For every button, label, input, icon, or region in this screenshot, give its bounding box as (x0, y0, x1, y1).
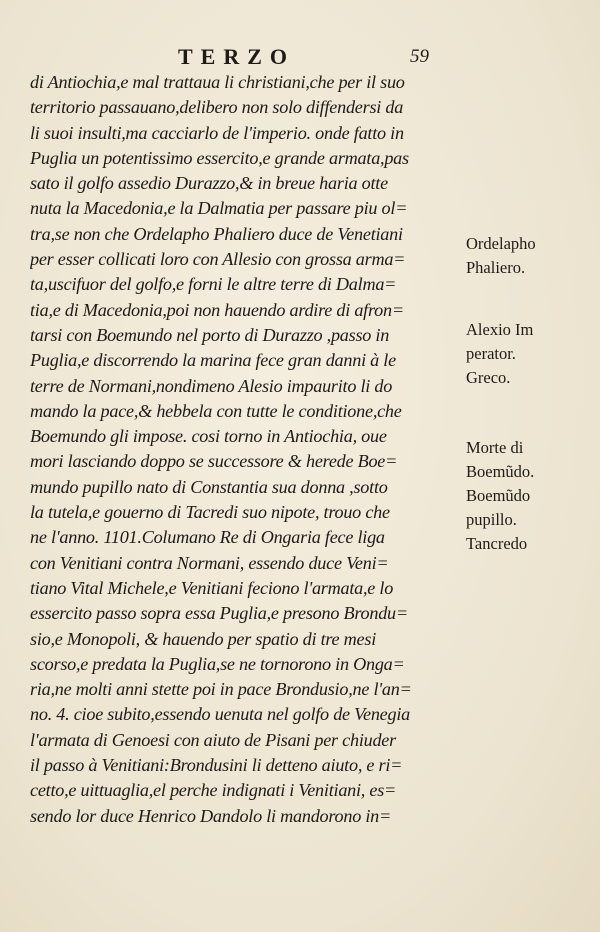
text-line: ta,uscifuor del golfo,e forni le altre terre di Dalma= (30, 274, 397, 295)
margin-note-line: Ordelapho (466, 234, 536, 253)
text-line: per esser collicati loro con Allesio con grossa arma= (30, 249, 406, 270)
text-line: no. 4. cioe subito,essendo uenuta nel golfo de Venegia (30, 704, 410, 725)
text-line: Puglia un potentissimo essercito,e grande armata,pas (30, 147, 409, 168)
margin-note-line: Boemũdo (466, 486, 531, 505)
text-line: tarsi con Boemundo nel porto di Durazzo ,passo in (30, 324, 390, 345)
margin-note (466, 532, 527, 556)
margin-note (466, 232, 536, 280)
main-text-block (30, 70, 466, 829)
text-line: la tutela,e gouerno di Tacredi suo nipote, trouo che (30, 502, 390, 523)
text-line: terre de Normani,nondimeno Alesio impaurito li do (30, 375, 393, 396)
margin-note (466, 484, 530, 532)
text-line: li suoi insulti,ma cacciarlo de l'imperio. onde fatto in (30, 122, 404, 143)
running-head: TERZO (178, 44, 296, 69)
page-number: 59 (410, 46, 429, 67)
margin-note-line: Boemũdo. (466, 462, 535, 481)
text-line: tia,e di Macedonia,poi non hauendo ardire di afron= (30, 299, 404, 320)
text-line: Boemundo gli impose. cosi torno in Antiochia, oue (30, 426, 387, 447)
text-line: l'armata di Genoesi con aiuto de Pisani per chiuder (30, 729, 396, 750)
text-line: sato il golfo assedio Durazzo,& in breue haria otte (30, 173, 388, 194)
margin-note-line: Greco. (466, 368, 511, 387)
text-line: sio,e Monopoli, & hauendo per spatio di tre mesi (30, 628, 376, 649)
margin-note-line: Morte di (466, 438, 524, 457)
margin-note-line: Phaliero. (466, 258, 526, 277)
text-line: nuta la Macedonia,e la Dalmatia per passare piu ol= (30, 198, 408, 219)
text-line: con Venitiani contra Normani, essendo duce Veni= (30, 552, 389, 573)
text-line: Puglia,e discorrendo la marina fece gran danni à le (30, 350, 396, 371)
text-line: mori lasciando doppo se successore & herede Boe= (30, 451, 398, 472)
text-line: di Antiochia,e mal trattaua li christiani,che per il suo (30, 72, 405, 92)
text-line: il passo à Venitiani:Brondusini li detteno aiuto, e ri= (30, 755, 403, 776)
margin-note-line: Alexio Im (466, 320, 534, 339)
text-line: cetto,e uittuaglia,el perche indignati i Venitiani, es= (30, 780, 397, 801)
margin-note-line: perator. (466, 344, 516, 363)
margin-note-line: Tancredo (466, 534, 528, 553)
text-line: essercito passo sopra essa Puglia,e presono Brondu= (30, 603, 408, 624)
text-line: tiano Vital Michele,e Venitiani fecionο l'armata,e lo (30, 577, 394, 598)
text-line: scorso,e predata la Puglia,se ne tornorono in Onga= (30, 653, 405, 674)
margin-note (466, 436, 534, 484)
text-line: mando la pace,& hebbela con tutte le conditione,che (30, 400, 402, 421)
text-line: tra,se non che Ordelapho Phaliero duce de Venetiani (30, 223, 403, 244)
margin-note-line: pupillo. (466, 510, 517, 529)
margin-note (466, 318, 533, 390)
text-line: sendo lor duce Henrico Dandolo li mandorono in= (30, 805, 392, 826)
text-line: ria,ne molti anni stette poi in pace Brondusio,ne l'an= (30, 679, 412, 700)
text-line: territorio passauano,delibero non solo diffendersi da (30, 97, 404, 118)
text-line: mundo pupillo nato di Constantia sua donna ,sotto (30, 476, 388, 497)
text-line: ne l'anno. 1101.Columano Re di Ongaria fece liga (30, 527, 385, 548)
